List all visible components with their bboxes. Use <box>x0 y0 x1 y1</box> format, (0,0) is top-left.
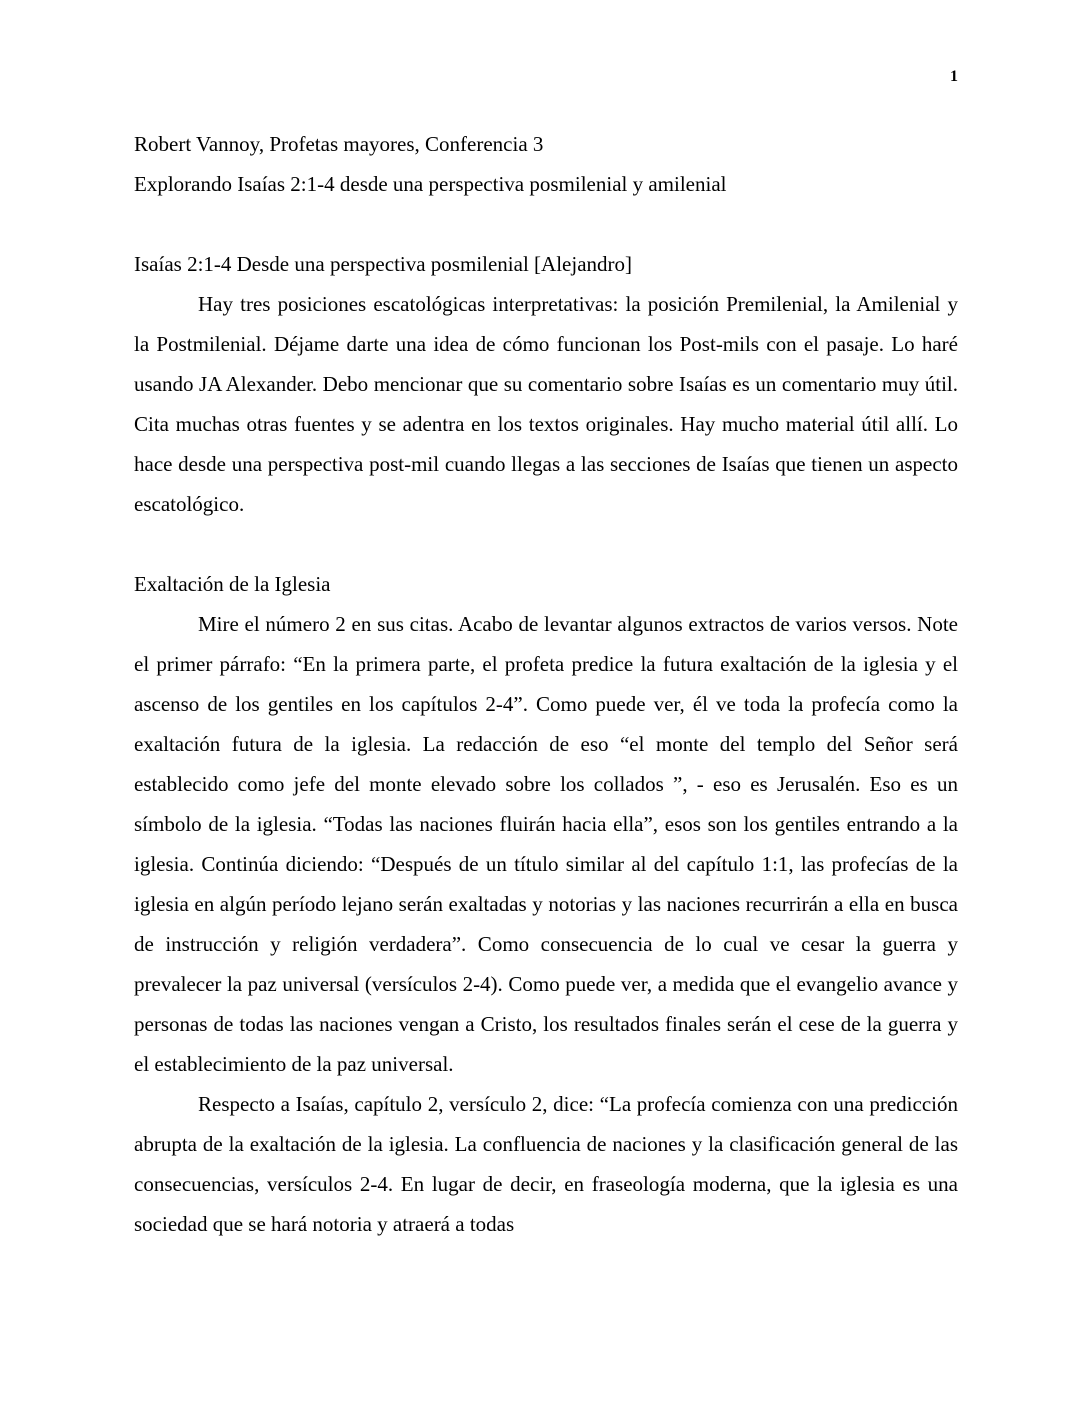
section-heading-exaltacion: Exaltación de la Iglesia <box>134 572 331 596</box>
lecture-subtitle: Explorando Isaías 2:1-4 desde una perspectiva posmilenial y amilenial <box>134 172 727 196</box>
paragraph-escatologicas: Hay tres posiciones escatológicas interpretativas: la posición Premilenial, la Amilenial y la Postmilenial. Déjame darte una idea de cómo funcionan los Post-mils con el pasaje. Lo haré usando JA Alexander. Debo mencionar que su comentario sobre Isaías es un comentario muy útil. Cita muchas otras fuentes y se adentra en los textos originales. Hay mucho material útil allí. Lo hace desde una perspectiva post-mil cuando llegas a las secciones de Isaías que tienen un aspecto escatológico. <box>134 292 958 516</box>
lecture-title: Robert Vannoy, Profetas mayores, Conferencia 3 <box>134 132 544 156</box>
spacer <box>134 524 958 564</box>
page-number: 1 <box>950 68 958 85</box>
spacer <box>134 204 958 244</box>
document-body <box>134 124 958 1244</box>
section-heading-posmilenial: Isaías 2:1-4 Desde una perspectiva posmilenial [Alejandro] <box>134 252 633 276</box>
paragraph-isaias-2-2: Respecto a Isaías, capítulo 2, versículo 2, dice: “La profecía comienza con una predicción abrupta de la exaltación de la iglesia. La confluencia de naciones y la clasificación general de las consecuencias, versículos 2-4. En lugar de decir, en fraseología moderna, que la iglesia es una sociedad que se hará notoria y atraerá a todas <box>134 1092 958 1236</box>
paragraph-citas: Mire el número 2 en sus citas. Acabo de levantar algunos extractos de varios versos. Note el primer párrafo: “En la primera parte, el profeta predice la futura exaltación de la iglesia y el ascenso de los gentiles en los capítulos 2-4”. Como puede ver, él ve toda la profecía como la exaltación futura de la iglesia. La redacción de eso “el monte del templo del Señor será establecido como jefe del monte elevado sobre los collados ”, - eso es Jerusalén. Eso es un símbolo de la iglesia. “Todas las naciones fluirán hacia ella”, esos son los gentiles entrando a la iglesia. Continúa diciendo: “Después de un título similar al del capítulo 1:1, las profecías de la iglesia en algún período lejano serán exaltadas y notorias y las naciones recurrirán a ella en busca de instrucción y religión verdadera”. Como consecuencia de lo cual ve cesar la guerra y prevalecer la paz universal (versículos 2-4). Como puede ver, a medida que el evangelio avance y personas de todas las naciones vengan a Cristo, los resultados finales serán el cese de la guerra y el establecimiento de la paz universal. <box>134 612 958 1076</box>
